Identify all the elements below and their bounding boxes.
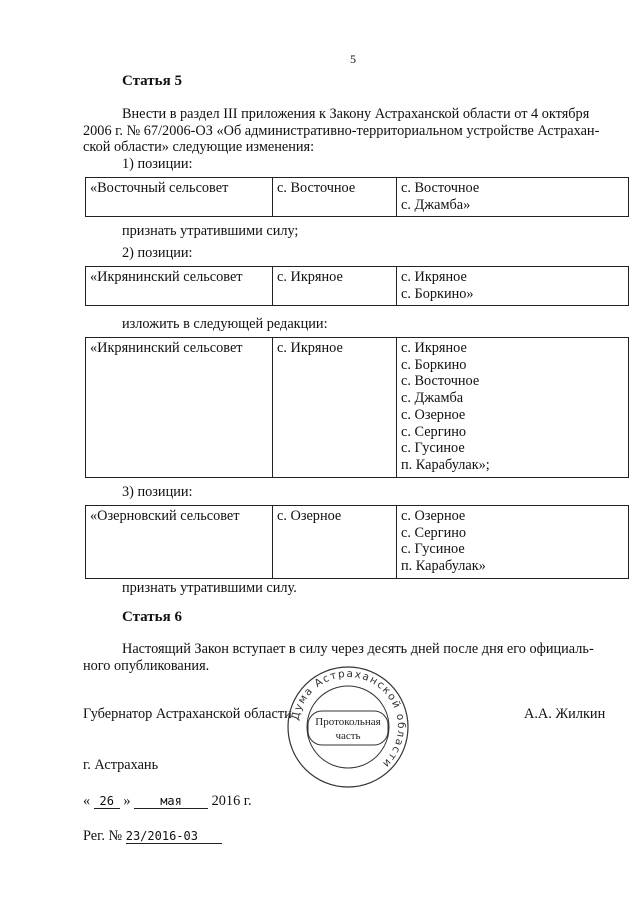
table-2 [85, 266, 629, 306]
table-cell: «Восточный сельсовет [86, 178, 273, 217]
settlement-line: с. Джамба» [401, 196, 471, 213]
table-cell [397, 506, 629, 579]
date-year: 2016 г. [211, 793, 252, 809]
item-1-after: признать утратившими силу; [122, 223, 299, 239]
table-cell [397, 338, 629, 478]
table-row [86, 178, 629, 217]
settlement-line: п. Карабулак»; [401, 456, 490, 473]
article-5-heading: Статья 5 [122, 73, 182, 89]
table-cell [397, 267, 629, 306]
table-cell: с. Икряное [273, 338, 397, 478]
date-month: мая [134, 794, 208, 809]
signing-date [83, 793, 252, 810]
settlement-line: с. Сергино [401, 423, 467, 440]
table-cell: с. Икряное [273, 267, 397, 306]
registration [83, 828, 222, 845]
governor-name: А.А. Жилкин [524, 706, 606, 722]
item-1-label: 1) позиции: [122, 156, 193, 172]
article-6-line: Настоящий Закон вступает в силу через десять дней после дня его официаль- [122, 641, 594, 657]
date-close-quote: » [123, 793, 131, 809]
settlement-line: с. Озерное [401, 508, 466, 524]
intro-line: ской области» следующие изменения: [83, 139, 315, 155]
date-day: 26 [94, 794, 120, 809]
table-cell: «Озерновский сельсовет [86, 506, 273, 579]
table-cell: «Икрянинский сельсовет [86, 338, 273, 478]
reg-number: 23/2016-03 [126, 829, 222, 844]
table-3 [85, 337, 629, 478]
settlement-line: с. Сергино [401, 524, 467, 541]
page-number: 5 [350, 52, 356, 66]
date-open-quote: « [83, 793, 91, 809]
official-seal [286, 665, 410, 789]
article-6-heading: Статья 6 [122, 609, 182, 625]
governor-label: Губернатор Астраханской области [83, 706, 292, 722]
table-1 [85, 177, 629, 217]
settlement-line: с. Боркино [401, 356, 467, 373]
article-5-intro [83, 106, 629, 156]
settlement-line: п. Карабулак» [401, 558, 486, 575]
table-cell: с. Восточное [273, 178, 397, 217]
city: г. Астрахань [83, 757, 159, 773]
reg-label: Рег. № [83, 828, 123, 844]
table-row [86, 338, 629, 478]
item-2-after: изложить в следующей редакции: [122, 316, 328, 332]
settlement-line: с. Озерное [401, 406, 466, 423]
item-3-label: 3) позиции: [122, 484, 193, 500]
table-cell: «Икрянинский сельсовет [86, 267, 273, 306]
table-cell [397, 178, 629, 217]
settlement-line: с. Восточное [401, 373, 480, 390]
settlement-line: с. Икряное [401, 340, 467, 356]
intro-line: 2006 г. № 67/2006-ОЗ «Об административно-территориальном устройстве Астрахан- [83, 122, 600, 139]
seal-center-line: часть [335, 730, 361, 742]
item-3-after: признать утратившими силу. [122, 580, 297, 596]
item-2-label: 2) позиции: [122, 245, 193, 261]
seal-ring-text: Дума Астраханской области [289, 667, 408, 771]
settlement-line: с. Джамба [401, 390, 464, 407]
intro-line: Внести в раздел III приложения к Закону Астраханской области от 4 октября [122, 106, 590, 122]
table-row [86, 506, 629, 579]
settlement-line: с. Гусиное [401, 440, 465, 457]
table-row [86, 267, 629, 306]
settlement-line: с. Восточное [401, 180, 480, 196]
settlement-line: с. Гусиное [401, 541, 465, 558]
settlement-line: с. Боркино» [401, 285, 474, 302]
table-cell: с. Озерное [273, 506, 397, 579]
table-4 [85, 505, 629, 579]
seal-center-line: Протокольная [315, 716, 381, 728]
article-6-line: ного опубликования. [83, 657, 210, 674]
settlement-line: с. Икряное [401, 269, 467, 285]
